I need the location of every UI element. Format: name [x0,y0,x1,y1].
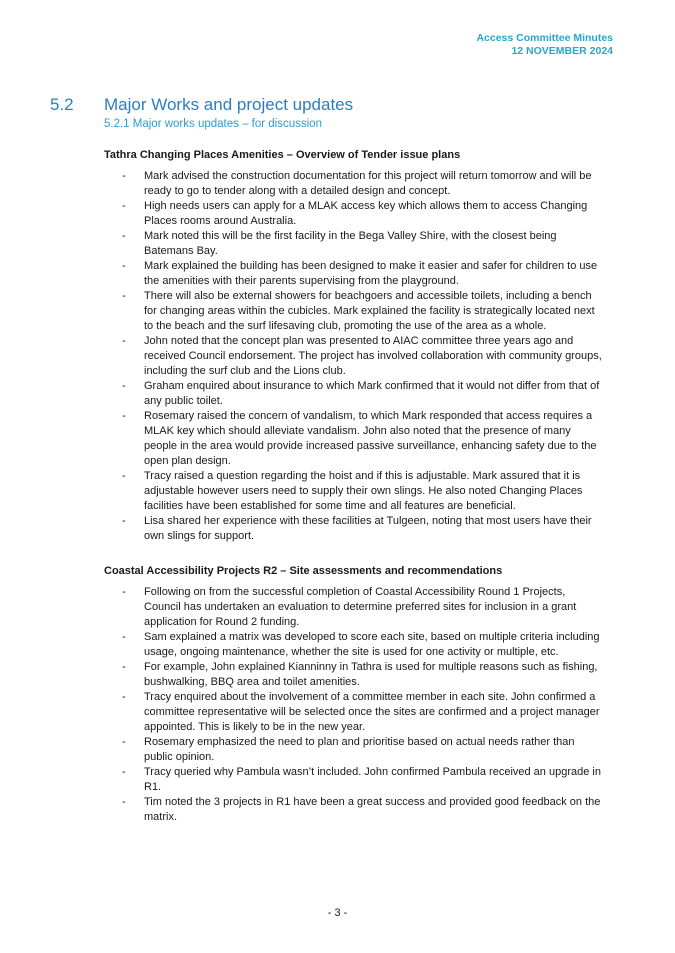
dash-bullet: - [122,170,126,182]
dash-bullet: - [122,515,126,527]
list-item-text: Rosemary raised the concern of vandalism, to which Mark responded that access requires a MLAK key which should alleviate vandalism. John also noted that the presence of many people in the area would provide increased passive surveillance, enhancing safety due to the open plan design. [144,410,597,467]
dash-bullet: - [122,260,126,272]
dash-bullet: - [122,691,126,703]
list-item [104,289,604,334]
dash-bullet: - [122,661,126,673]
list-item-text: Mark noted this will be the first facility in the Bega Valley Shire, with the closest being Batemans Bay. [144,230,557,257]
list-item-text: John noted that the concept plan was presented to AIAC committee three years ago and received Council endorsement. The project has involved collaboration with community groups, including the surf club and the Lions club. [144,335,602,377]
list-item-text: Mark advised the construction documentation for this project will return tomorrow and will be ready to go to tender along with a detailed design and concept. [144,170,592,197]
list-item-text: Tracy enquired about the involvement of a committee member in each site. John confirmed a committee representative will be selected once the sites are confirmed and a project manager appointed. This is likely to be in the new year. [144,691,600,733]
list-item-text: Tim noted the 3 projects in R1 have been a great success and provided good feedback on the matrix. [144,796,601,823]
dash-bullet: - [122,796,126,808]
list-item-text: Tracy raised a question regarding the hoist and if this is adjustable. Mark assured that it is adjustable however users need to supply their own slings. He also noted Changing Places facilities have been established for some time and all features are beneficial. [144,470,583,512]
bullet-list [104,169,604,544]
bullet-list [104,585,604,825]
list-item [104,379,604,409]
dash-bullet: - [122,410,126,422]
list-item [104,690,604,735]
list-item-text: Rosemary emphasized the need to plan and prioritise based on actual needs rather than public opinion. [144,736,575,763]
dash-bullet: - [122,335,126,347]
dash-bullet: - [122,470,126,482]
list-item-text: For example, John explained Kianninny in Tathra is used for multiple reasons such as fishing, bushwalking, BBQ area and toilet amenities. [144,661,598,688]
subsection-title: 5.2.1 Major works updates – for discussion [104,118,322,130]
block-heading: Coastal Accessibility Projects R2 – Site assessments and recommendations [104,565,503,577]
list-item [104,735,604,765]
list-item [104,199,604,229]
list-item [104,169,604,199]
section-title: Major Works and project updates [104,95,354,114]
list-item-text: Lisa shared her experience with these facilities at Tulgeen, noting that most users have their own slings for support. [144,515,592,542]
tathra-changing-places-block [104,148,604,544]
dash-bullet: - [122,586,126,598]
section-number: 5.2 [50,95,74,114]
header-title: Access Committee Minutes [476,32,613,44]
list-item [104,585,604,630]
list-item-text: Sam explained a matrix was developed to score each site, based on multiple criteria including usage, ongoing maintenance, whether the site is used for one activity or multiple, etc. [144,631,600,658]
dash-bullet: - [122,230,126,242]
list-item-text: There will also be external showers for beachgoers and accessible toilets, including a bench for changing areas within the cubicles. Mark explained the facility is strategically located next to the beach and the surf lifesaving club, promoting the use of the area as a whole. [144,290,595,332]
list-item [104,630,604,660]
list-item [104,409,604,469]
minutes-body [104,148,604,825]
list-item [104,259,604,289]
list-item [104,660,604,690]
dash-bullet: - [122,200,126,212]
header-date: 12 NOVEMBER 2024 [511,44,613,57]
list-item [104,765,604,795]
list-item-text: Following on from the successful completion of Coastal Accessibility Round 1 Projects, Council has undertaken an evaluation to determine preferred sites for inclusion in a grant application for Round 2 funding. [144,586,577,628]
coastal-accessibility-block [104,564,604,825]
page-number: - 3 - [327,907,348,919]
list-item-text: Mark explained the building has been designed to make it easier and safer for children to use the amenities with their parents supervising from the playground. [144,260,598,287]
dash-bullet: - [122,290,126,302]
list-item [104,334,604,379]
list-item [104,514,604,544]
dash-bullet: - [122,631,126,643]
list-item-text: Tracy queried why Pambula wasn’t included. John confirmed Pambula received an upgrade in R1. [144,766,601,793]
document-header [476,32,613,57]
list-item [104,229,604,259]
block-spacer [104,544,604,564]
dash-bullet: - [122,736,126,748]
list-item [104,795,604,825]
dash-bullet: - [122,380,126,392]
dash-bullet: - [122,766,126,778]
list-item [104,469,604,514]
block-heading: Tathra Changing Places Amenities – Overview of Tender issue plans [104,149,461,161]
list-item-text: High needs users can apply for a MLAK access key which allows them to access Changing Places rooms around Australia. [144,200,588,227]
list-item-text: Graham enquired about insurance to which Mark confirmed that it would not differ from that of any public toilet. [144,380,600,407]
